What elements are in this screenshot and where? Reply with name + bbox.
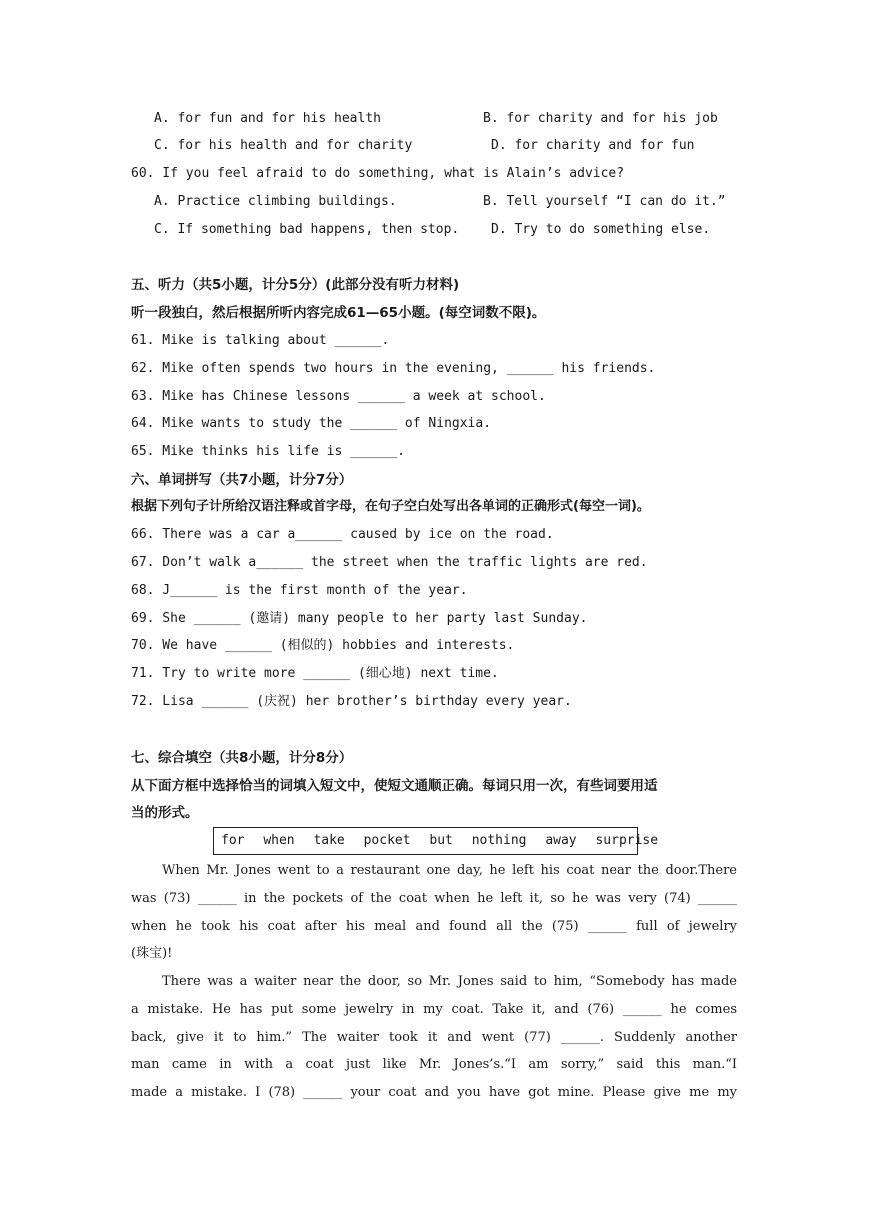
section6-item-70: 70. We have ______ (相似的) hobbies and interests.	[131, 638, 515, 653]
word-box-item: away	[545, 833, 577, 848]
section6-item-67: 67. Don’t walk a______ the street when the traffic lights are red.	[131, 555, 648, 570]
section5-item-64: 64. Mike wants to study the ______ of Ningxia.	[131, 416, 492, 431]
passage-line: a mistake. He has put some jewelry in my coat. Take it, and (76) ______ he comes	[131, 1001, 737, 1017]
q59-option-a: A. for fun and for his health	[154, 111, 381, 126]
section6-item-66: 66. There was a car a______ caused by ice on the road.	[131, 527, 554, 542]
section5-instruction: 听一段独白，然后根据所听内容完成61—65小题。(每空词数不限)。	[131, 305, 546, 321]
q59-option-b: B. for charity and for his job	[483, 111, 718, 126]
passage-line: made a mistake. I (78) ______ your coat and you have got mine. Please give me my	[131, 1085, 737, 1101]
section5-item-61: 61. Mike is talking about ______.	[131, 333, 390, 348]
section6-heading: 六、单词拼写（共7小题，计分7分）	[131, 472, 353, 488]
passage-paragraph-1	[131, 857, 737, 968]
passage-paragraph-2	[131, 968, 737, 1107]
word-box-item: but	[429, 833, 453, 848]
word-box-item: surprise	[595, 833, 659, 848]
q60-option-b: B. Tell yourself “I can do it.”	[483, 194, 726, 209]
passage-line: (珠宝)!	[131, 946, 173, 962]
section6-item-71: 71. Try to write more ______ (细心地) next time.	[131, 666, 499, 681]
section6-item-72: 72. Lisa ______ (庆祝) her brother’s birthday every year.	[131, 694, 572, 709]
passage-line: man came in with a coat just like Mr. Jones’s.“I am sorry,” said this man.“I	[131, 1057, 737, 1073]
section6-instruction: 根据下列句子计所给汉语注释或首字母，在句子空白处写出各单词的正确形式(每空一词)。	[131, 499, 650, 514]
q59-option-d: D. for charity and for fun	[491, 138, 695, 153]
q60-option-c: C. If something bad happens, then stop.	[154, 222, 460, 237]
passage-line: when he took his coat after his meal and found all the (75) ______ full of jewelry	[131, 918, 737, 934]
section7-instruction-line1: 从下面方框中选择恰当的词填入短文中，使短文通顺正确。每词只用一次，有些词要用适	[131, 778, 658, 794]
passage-line: When Mr. Jones went to a restaurant one day, he left his coat near the door.There	[162, 863, 737, 878]
passage-line: back, give it to him.” The waiter took it and went (77) ______. Suddenly another	[131, 1029, 737, 1045]
section5-item-63: 63. Mike has Chinese lessons ______ a week at school.	[131, 389, 546, 404]
section6-item-68: 68. J______ is the first month of the year.	[131, 583, 468, 598]
section6-item-69: 69. She ______ (邀请) many people to her party last Sunday.	[131, 611, 588, 626]
q60-stem: 60. If you feel afraid to do something, what is Alain’s advice?	[131, 166, 625, 181]
word-box-item: when	[263, 833, 295, 848]
section5-item-65: 65. Mike thinks his life is ______.	[131, 444, 405, 459]
word-box-item: take	[313, 833, 345, 848]
passage-line: was (73) ______ in the pockets of the coat when he left it, so he was very (74) ______	[131, 890, 737, 906]
section5-heading: 五、听力（共5小题，计分5分）(此部分没有听力材料)	[131, 277, 460, 293]
word-box-item: pocket	[363, 833, 411, 848]
q60-option-a: A. Practice climbing buildings.	[154, 194, 397, 209]
section7-heading: 七、综合填空（共8小题，计分8分）	[131, 750, 353, 766]
q59-option-c: C. for his health and for charity	[154, 138, 413, 153]
word-box-item: for	[221, 833, 245, 848]
word-box	[213, 827, 659, 855]
passage-line: There was a waiter near the door, so Mr. Jones said to him, “Somebody has made	[162, 974, 737, 989]
q60-option-d: D. Try to do something else.	[491, 222, 711, 237]
section5-item-62: 62. Mike often spends two hours in the evening, ______ his friends.	[131, 361, 656, 376]
word-box-item: nothing	[471, 833, 527, 848]
section7-instruction-line2: 当的形式。	[131, 805, 199, 821]
